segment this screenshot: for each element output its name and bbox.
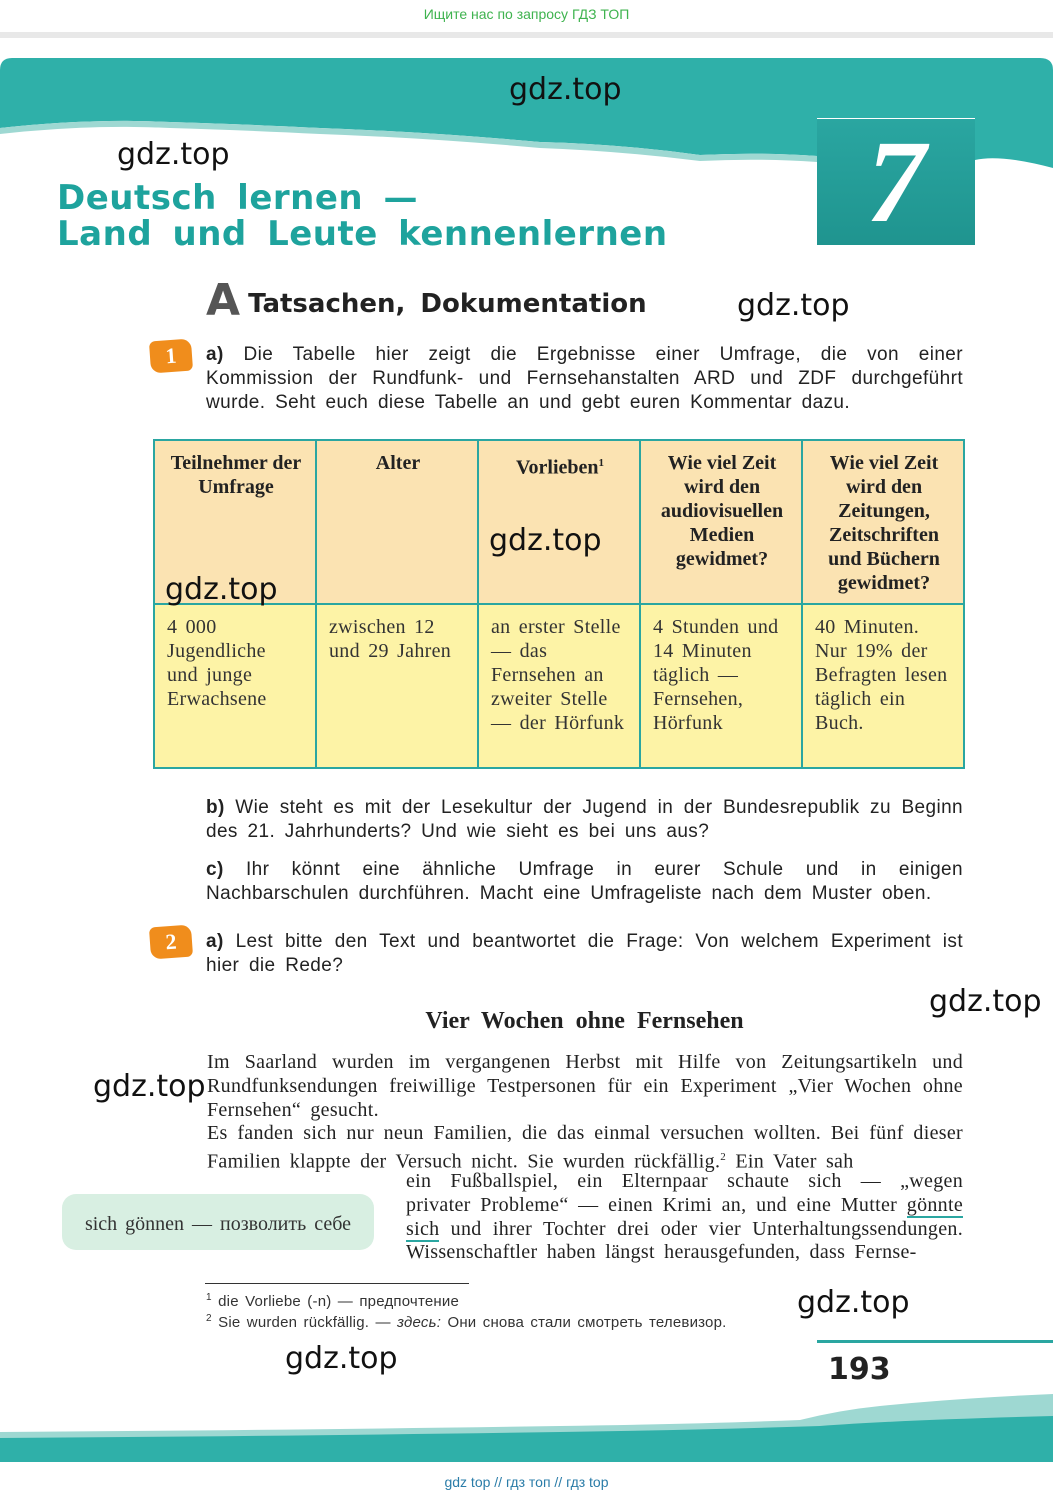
footnote-emphasis: здесь: (397, 1314, 442, 1331)
footnote-1 (206, 1292, 459, 1310)
table-row (154, 604, 964, 768)
table-header (478, 440, 640, 604)
footnote-divider (205, 1283, 469, 1284)
chapter-title-line1: Deutsch lernen — (57, 178, 418, 218)
vocab-highlight: gönnte sich (406, 1193, 963, 1240)
story-text: Es fanden sich nur neun Familien, die das einmal versuchen wollten. Bei fünf dieser Familien klappte der Versuch nicht. Sie wurden rückfällig. (207, 1122, 963, 1173)
table-header: Wie viel Zeit wird den Zeitungen, Zeitschriften und Büchern gewidmet? (802, 440, 964, 604)
task1-a-text (206, 343, 963, 415)
chapter-title-line2: Land und Leute kennenlernen (57, 214, 668, 254)
top-search-note: Ищите нас по запросу ГДЗ ТОП (423, 6, 630, 22)
story-text: und ihrer Tochter drei oder vier Unterhaltungssendungen. Wissenschaftler haben längst herausgefunden, dass Fernse- (406, 1217, 963, 1264)
table-cell: an erster Stelle — das Fernsehen an zweiter Stelle — der Hörfunk (478, 604, 640, 768)
table-cell: 4 Stunden und 14 Minuten täglich — Fernsehen, Hörfunk (640, 604, 802, 768)
footnote-text: die Vorliebe (-n) — предпочтение (218, 1293, 459, 1310)
table-header-text: Vorlieben (515, 456, 599, 479)
watermark: gdz.top (285, 1341, 398, 1376)
task-number-badge: 1 (149, 339, 193, 374)
task-text: Lest bitte den Text und beantwortet die Frage: Von welchem Experiment ist hier die Rede? (206, 931, 963, 976)
watermark: gdz.top (93, 1069, 206, 1104)
task-label: b) (206, 797, 225, 818)
top-divider (0, 32, 1053, 38)
footnote-marker: 1 (598, 457, 605, 469)
watermark: gdz.top (737, 288, 850, 323)
watermark: gdz.top (509, 72, 622, 107)
section-letter: A (206, 275, 241, 326)
watermark: gdz.top (929, 984, 1042, 1019)
page-number-rule (817, 1340, 1053, 1343)
task-text: Ihr könnt eine ähnliche Umfrage in eurer Schule und in einigen Nachbarschulen durchführen. Macht eine Umfrageliste nach dem Muster oben. (206, 859, 963, 904)
story-title: Vier Wochen ohne Fernsehen (425, 1008, 744, 1034)
footnote-text: Они снова стали смотреть телевизор. (441, 1314, 727, 1331)
story-text: ein Fußballspiel, ein Elternpaar schaute sich — „wegen privater Probleme“ — einen Krimi an, und eine Mutter (406, 1170, 963, 1216)
footnote-marker: 2 (206, 1313, 212, 1324)
task-label: a) (206, 931, 224, 952)
task-text: Die Tabelle hier zeigt die Ergebnisse einer Umfrage, die von einer Kommission der Rundfunk- und Fernsehanstalten ARD und ZDF durchgeführt wurde. Seht euch diese Tabelle an und gebt euren Kommentar dazu. (206, 344, 963, 413)
watermark: gdz.top (117, 137, 230, 172)
task1-b-text (206, 796, 963, 844)
task-text: Wie steht es mit der Lesekultur der Jugend in der Bundesrepublik zu Beginn des 21. Jahrhunderts? Und wie sieht es bei uns aus? (206, 797, 964, 842)
task-label: c) (206, 859, 224, 880)
story-paragraph-2 (207, 1122, 963, 1174)
footnote-text: Sie wurden rückfällig. — (218, 1314, 398, 1331)
table-cell: zwischen 12 und 29 Jahren (316, 604, 478, 768)
story-text: Ein Vater sah (726, 1150, 854, 1173)
table-header: Teilnehmer der Umfrage (154, 440, 316, 604)
task-label: a) (206, 344, 224, 365)
section-title: Tatsachen, Dokumentation (248, 289, 647, 319)
task-number-badge: 2 (149, 925, 193, 960)
watermark: gdz.top (797, 1285, 910, 1320)
footnote-marker: 1 (206, 1292, 212, 1303)
table-header: Alter (316, 440, 478, 604)
table-cell: 40 Minuten. Nur 19% der Befragten lesen täglich ein Buch. (802, 604, 964, 768)
task2-a-text (206, 930, 963, 978)
footnote-marker: 2 (720, 1150, 727, 1163)
page-number: 193 (828, 1352, 891, 1387)
chapter-number-box: 7 (817, 119, 975, 245)
footnote-2 (206, 1313, 727, 1331)
watermark: gdz.top (165, 572, 278, 607)
story-paragraph-1: Im Saarland wurden im vergangenen Herbst mit Hilfe von Zeitungsartikeln und Rundfunksendungen freiwillige Testpersonen für ein Experiment „Vier Wochen ohne Fernsehen“ gesucht. (207, 1051, 963, 1121)
story-paragraph-3 (406, 1170, 963, 1265)
bottom-search-note: gdz top // гдз топ // гдз top (444, 1474, 609, 1490)
table-header: Wie viel Zeit wird den audiovisuellen Medien gewidmet? (640, 440, 802, 604)
task1-c-text (206, 858, 963, 906)
watermark: gdz.top (489, 523, 602, 558)
table-cell: 4 000 Jugendliche und junge Erwachsene (154, 604, 316, 768)
footer-wave-banner (0, 1380, 1053, 1468)
section-heading (206, 275, 647, 326)
vocabulary-note: sich gönnen — позволить себе (62, 1194, 374, 1250)
